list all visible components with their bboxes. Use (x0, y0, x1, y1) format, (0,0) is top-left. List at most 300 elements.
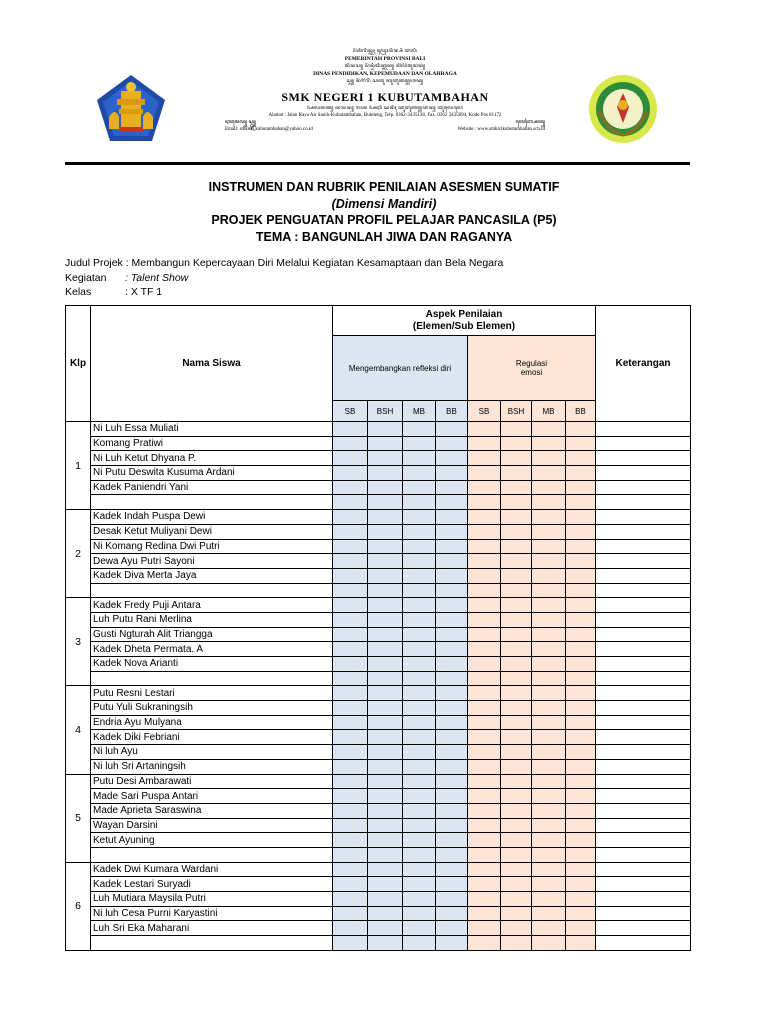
keterangan-cell[interactable] (596, 466, 691, 481)
score-cell[interactable] (436, 598, 468, 613)
score-cell[interactable] (368, 936, 403, 951)
score-cell[interactable] (566, 892, 596, 907)
score-cell[interactable] (333, 510, 368, 525)
score-cell[interactable] (368, 657, 403, 672)
score-cell[interactable] (436, 803, 468, 818)
keterangan-cell[interactable] (596, 642, 691, 657)
score-cell[interactable] (368, 921, 403, 936)
score-cell[interactable] (436, 583, 468, 598)
score-cell[interactable] (436, 612, 468, 627)
score-cell[interactable] (566, 612, 596, 627)
score-cell[interactable] (403, 833, 436, 848)
score-cell[interactable] (532, 495, 566, 510)
keterangan-cell[interactable] (596, 510, 691, 525)
score-cell[interactable] (566, 422, 596, 437)
score-cell[interactable] (468, 759, 501, 774)
score-cell[interactable] (436, 833, 468, 848)
score-cell[interactable] (368, 862, 403, 877)
score-cell[interactable] (566, 701, 596, 716)
score-cell[interactable] (403, 627, 436, 642)
score-cell[interactable] (468, 657, 501, 672)
keterangan-cell[interactable] (596, 671, 691, 686)
score-cell[interactable] (532, 715, 566, 730)
score-cell[interactable] (333, 921, 368, 936)
score-cell[interactable] (501, 921, 532, 936)
score-cell[interactable] (468, 789, 501, 804)
keterangan-cell[interactable] (596, 598, 691, 613)
score-cell[interactable] (566, 627, 596, 642)
score-cell[interactable] (403, 789, 436, 804)
score-cell[interactable] (436, 568, 468, 583)
score-cell[interactable] (403, 701, 436, 716)
score-cell[interactable] (333, 936, 368, 951)
score-cell[interactable] (501, 774, 532, 789)
score-cell[interactable] (436, 451, 468, 466)
score-cell[interactable] (501, 818, 532, 833)
score-cell[interactable] (532, 627, 566, 642)
score-cell[interactable] (501, 466, 532, 481)
score-cell[interactable] (532, 862, 566, 877)
score-cell[interactable] (468, 466, 501, 481)
score-cell[interactable] (333, 612, 368, 627)
score-cell[interactable] (566, 598, 596, 613)
score-cell[interactable] (501, 877, 532, 892)
score-cell[interactable] (333, 877, 368, 892)
score-cell[interactable] (333, 539, 368, 554)
keterangan-cell[interactable] (596, 554, 691, 569)
score-cell[interactable] (566, 554, 596, 569)
score-cell[interactable] (468, 862, 501, 877)
score-cell[interactable] (333, 730, 368, 745)
score-cell[interactable] (436, 847, 468, 862)
score-cell[interactable] (468, 627, 501, 642)
score-cell[interactable] (501, 583, 532, 598)
keterangan-cell[interactable] (596, 774, 691, 789)
score-cell[interactable] (368, 745, 403, 760)
score-cell[interactable] (368, 774, 403, 789)
score-cell[interactable] (468, 730, 501, 745)
score-cell[interactable] (468, 921, 501, 936)
score-cell[interactable] (468, 480, 501, 495)
score-cell[interactable] (403, 510, 436, 525)
score-cell[interactable] (501, 612, 532, 627)
score-cell[interactable] (566, 451, 596, 466)
keterangan-cell[interactable] (596, 451, 691, 466)
score-cell[interactable] (368, 495, 403, 510)
score-cell[interactable] (436, 701, 468, 716)
score-cell[interactable] (532, 480, 566, 495)
score-cell[interactable] (566, 510, 596, 525)
score-cell[interactable] (368, 877, 403, 892)
score-cell[interactable] (468, 524, 501, 539)
score-cell[interactable] (333, 568, 368, 583)
score-cell[interactable] (532, 745, 566, 760)
score-cell[interactable] (403, 480, 436, 495)
score-cell[interactable] (333, 524, 368, 539)
score-cell[interactable] (566, 436, 596, 451)
score-cell[interactable] (403, 436, 436, 451)
score-cell[interactable] (501, 554, 532, 569)
score-cell[interactable] (403, 524, 436, 539)
score-cell[interactable] (403, 554, 436, 569)
score-cell[interactable] (501, 906, 532, 921)
score-cell[interactable] (403, 906, 436, 921)
score-cell[interactable] (403, 671, 436, 686)
score-cell[interactable] (566, 568, 596, 583)
score-cell[interactable] (333, 774, 368, 789)
score-cell[interactable] (436, 539, 468, 554)
score-cell[interactable] (468, 906, 501, 921)
score-cell[interactable] (532, 774, 566, 789)
score-cell[interactable] (436, 892, 468, 907)
score-cell[interactable] (501, 759, 532, 774)
score-cell[interactable] (501, 936, 532, 951)
keterangan-cell[interactable] (596, 847, 691, 862)
score-cell[interactable] (333, 480, 368, 495)
score-cell[interactable] (566, 774, 596, 789)
score-cell[interactable] (333, 657, 368, 672)
score-cell[interactable] (368, 833, 403, 848)
score-cell[interactable] (403, 686, 436, 701)
score-cell[interactable] (566, 539, 596, 554)
score-cell[interactable] (368, 422, 403, 437)
score-cell[interactable] (333, 892, 368, 907)
score-cell[interactable] (403, 598, 436, 613)
score-cell[interactable] (403, 583, 436, 598)
score-cell[interactable] (436, 759, 468, 774)
score-cell[interactable] (566, 466, 596, 481)
keterangan-cell[interactable] (596, 568, 691, 583)
score-cell[interactable] (566, 818, 596, 833)
score-cell[interactable] (566, 745, 596, 760)
score-cell[interactable] (532, 701, 566, 716)
score-cell[interactable] (403, 818, 436, 833)
score-cell[interactable] (532, 436, 566, 451)
score-cell[interactable] (403, 657, 436, 672)
keterangan-cell[interactable] (596, 833, 691, 848)
score-cell[interactable] (436, 921, 468, 936)
score-cell[interactable] (532, 510, 566, 525)
score-cell[interactable] (436, 627, 468, 642)
score-cell[interactable] (403, 862, 436, 877)
score-cell[interactable] (436, 686, 468, 701)
score-cell[interactable] (436, 715, 468, 730)
score-cell[interactable] (532, 877, 566, 892)
score-cell[interactable] (333, 436, 368, 451)
score-cell[interactable] (501, 495, 532, 510)
score-cell[interactable] (501, 847, 532, 862)
score-cell[interactable] (501, 789, 532, 804)
score-cell[interactable] (436, 745, 468, 760)
score-cell[interactable] (368, 686, 403, 701)
score-cell[interactable] (333, 422, 368, 437)
score-cell[interactable] (532, 730, 566, 745)
score-cell[interactable] (566, 730, 596, 745)
score-cell[interactable] (468, 818, 501, 833)
score-cell[interactable] (501, 686, 532, 701)
score-cell[interactable] (403, 466, 436, 481)
score-cell[interactable] (333, 833, 368, 848)
score-cell[interactable] (333, 627, 368, 642)
score-cell[interactable] (501, 803, 532, 818)
score-cell[interactable] (501, 568, 532, 583)
score-cell[interactable] (436, 789, 468, 804)
keterangan-cell[interactable] (596, 612, 691, 627)
score-cell[interactable] (403, 803, 436, 818)
score-cell[interactable] (468, 583, 501, 598)
score-cell[interactable] (566, 847, 596, 862)
keterangan-cell[interactable] (596, 657, 691, 672)
keterangan-cell[interactable] (596, 862, 691, 877)
score-cell[interactable] (436, 495, 468, 510)
keterangan-cell[interactable] (596, 877, 691, 892)
score-cell[interactable] (532, 642, 566, 657)
score-cell[interactable] (333, 701, 368, 716)
keterangan-cell[interactable] (596, 495, 691, 510)
score-cell[interactable] (436, 657, 468, 672)
score-cell[interactable] (403, 539, 436, 554)
score-cell[interactable] (368, 466, 403, 481)
score-cell[interactable] (501, 451, 532, 466)
score-cell[interactable] (468, 612, 501, 627)
score-cell[interactable] (333, 847, 368, 862)
score-cell[interactable] (501, 422, 532, 437)
score-cell[interactable] (403, 730, 436, 745)
score-cell[interactable] (501, 671, 532, 686)
score-cell[interactable] (468, 686, 501, 701)
score-cell[interactable] (333, 818, 368, 833)
score-cell[interactable] (501, 539, 532, 554)
score-cell[interactable] (436, 774, 468, 789)
score-cell[interactable] (501, 833, 532, 848)
score-cell[interactable] (468, 715, 501, 730)
score-cell[interactable] (368, 451, 403, 466)
score-cell[interactable] (501, 510, 532, 525)
score-cell[interactable] (468, 936, 501, 951)
score-cell[interactable] (368, 759, 403, 774)
score-cell[interactable] (368, 598, 403, 613)
score-cell[interactable] (368, 627, 403, 642)
score-cell[interactable] (436, 906, 468, 921)
keterangan-cell[interactable] (596, 686, 691, 701)
score-cell[interactable] (468, 568, 501, 583)
score-cell[interactable] (368, 892, 403, 907)
score-cell[interactable] (403, 451, 436, 466)
score-cell[interactable] (468, 451, 501, 466)
keterangan-cell[interactable] (596, 701, 691, 716)
score-cell[interactable] (501, 745, 532, 760)
score-cell[interactable] (468, 671, 501, 686)
score-cell[interactable] (532, 671, 566, 686)
score-cell[interactable] (333, 583, 368, 598)
keterangan-cell[interactable] (596, 524, 691, 539)
score-cell[interactable] (368, 568, 403, 583)
score-cell[interactable] (333, 745, 368, 760)
score-cell[interactable] (368, 818, 403, 833)
score-cell[interactable] (468, 436, 501, 451)
score-cell[interactable] (566, 862, 596, 877)
score-cell[interactable] (368, 583, 403, 598)
score-cell[interactable] (368, 510, 403, 525)
score-cell[interactable] (403, 877, 436, 892)
score-cell[interactable] (532, 892, 566, 907)
score-cell[interactable] (333, 554, 368, 569)
score-cell[interactable] (403, 745, 436, 760)
keterangan-cell[interactable] (596, 921, 691, 936)
score-cell[interactable] (403, 774, 436, 789)
score-cell[interactable] (532, 657, 566, 672)
score-cell[interactable] (566, 642, 596, 657)
score-cell[interactable] (436, 510, 468, 525)
score-cell[interactable] (333, 598, 368, 613)
score-cell[interactable] (468, 701, 501, 716)
score-cell[interactable] (403, 936, 436, 951)
score-cell[interactable] (368, 524, 403, 539)
score-cell[interactable] (468, 803, 501, 818)
score-cell[interactable] (501, 627, 532, 642)
keterangan-cell[interactable] (596, 715, 691, 730)
score-cell[interactable] (333, 466, 368, 481)
score-cell[interactable] (333, 906, 368, 921)
score-cell[interactable] (566, 524, 596, 539)
score-cell[interactable] (532, 936, 566, 951)
score-cell[interactable] (566, 906, 596, 921)
score-cell[interactable] (403, 422, 436, 437)
score-cell[interactable] (532, 686, 566, 701)
score-cell[interactable] (566, 759, 596, 774)
score-cell[interactable] (368, 642, 403, 657)
keterangan-cell[interactable] (596, 759, 691, 774)
score-cell[interactable] (566, 495, 596, 510)
score-cell[interactable] (333, 686, 368, 701)
score-cell[interactable] (532, 583, 566, 598)
score-cell[interactable] (566, 480, 596, 495)
score-cell[interactable] (368, 789, 403, 804)
score-cell[interactable] (368, 480, 403, 495)
score-cell[interactable] (532, 422, 566, 437)
keterangan-cell[interactable] (596, 480, 691, 495)
score-cell[interactable] (333, 789, 368, 804)
score-cell[interactable] (532, 524, 566, 539)
score-cell[interactable] (501, 436, 532, 451)
score-cell[interactable] (333, 715, 368, 730)
score-cell[interactable] (436, 466, 468, 481)
score-cell[interactable] (368, 906, 403, 921)
keterangan-cell[interactable] (596, 745, 691, 760)
keterangan-cell[interactable] (596, 422, 691, 437)
score-cell[interactable] (333, 759, 368, 774)
score-cell[interactable] (501, 657, 532, 672)
keterangan-cell[interactable] (596, 906, 691, 921)
score-cell[interactable] (532, 921, 566, 936)
score-cell[interactable] (368, 554, 403, 569)
keterangan-cell[interactable] (596, 789, 691, 804)
score-cell[interactable] (333, 671, 368, 686)
keterangan-cell[interactable] (596, 539, 691, 554)
score-cell[interactable] (468, 598, 501, 613)
score-cell[interactable] (501, 598, 532, 613)
score-cell[interactable] (333, 495, 368, 510)
score-cell[interactable] (368, 803, 403, 818)
score-cell[interactable] (368, 730, 403, 745)
score-cell[interactable] (468, 745, 501, 760)
score-cell[interactable] (436, 422, 468, 437)
score-cell[interactable] (501, 642, 532, 657)
score-cell[interactable] (403, 612, 436, 627)
score-cell[interactable] (468, 539, 501, 554)
keterangan-cell[interactable] (596, 436, 691, 451)
score-cell[interactable] (501, 730, 532, 745)
score-cell[interactable] (532, 568, 566, 583)
keterangan-cell[interactable] (596, 936, 691, 951)
score-cell[interactable] (436, 936, 468, 951)
score-cell[interactable] (532, 451, 566, 466)
keterangan-cell[interactable] (596, 803, 691, 818)
score-cell[interactable] (532, 759, 566, 774)
score-cell[interactable] (532, 818, 566, 833)
score-cell[interactable] (368, 539, 403, 554)
score-cell[interactable] (532, 803, 566, 818)
score-cell[interactable] (333, 451, 368, 466)
score-cell[interactable] (403, 847, 436, 862)
score-cell[interactable] (566, 686, 596, 701)
score-cell[interactable] (566, 803, 596, 818)
score-cell[interactable] (368, 715, 403, 730)
score-cell[interactable] (532, 847, 566, 862)
score-cell[interactable] (501, 862, 532, 877)
score-cell[interactable] (468, 847, 501, 862)
score-cell[interactable] (501, 892, 532, 907)
score-cell[interactable] (468, 774, 501, 789)
score-cell[interactable] (368, 847, 403, 862)
keterangan-cell[interactable] (596, 892, 691, 907)
score-cell[interactable] (436, 480, 468, 495)
score-cell[interactable] (566, 877, 596, 892)
keterangan-cell[interactable] (596, 818, 691, 833)
score-cell[interactable] (436, 554, 468, 569)
keterangan-cell[interactable] (596, 627, 691, 642)
score-cell[interactable] (566, 657, 596, 672)
score-cell[interactable] (501, 524, 532, 539)
score-cell[interactable] (436, 436, 468, 451)
score-cell[interactable] (368, 701, 403, 716)
score-cell[interactable] (333, 862, 368, 877)
score-cell[interactable] (403, 715, 436, 730)
score-cell[interactable] (468, 510, 501, 525)
score-cell[interactable] (403, 568, 436, 583)
score-cell[interactable] (501, 480, 532, 495)
score-cell[interactable] (403, 495, 436, 510)
score-cell[interactable] (333, 803, 368, 818)
score-cell[interactable] (566, 833, 596, 848)
score-cell[interactable] (403, 921, 436, 936)
score-cell[interactable] (532, 833, 566, 848)
score-cell[interactable] (403, 642, 436, 657)
score-cell[interactable] (436, 862, 468, 877)
score-cell[interactable] (436, 524, 468, 539)
score-cell[interactable] (368, 671, 403, 686)
score-cell[interactable] (468, 495, 501, 510)
score-cell[interactable] (532, 906, 566, 921)
score-cell[interactable] (403, 759, 436, 774)
score-cell[interactable] (501, 701, 532, 716)
keterangan-cell[interactable] (596, 583, 691, 598)
score-cell[interactable] (532, 554, 566, 569)
score-cell[interactable] (566, 671, 596, 686)
score-cell[interactable] (468, 877, 501, 892)
score-cell[interactable] (468, 554, 501, 569)
score-cell[interactable] (403, 892, 436, 907)
